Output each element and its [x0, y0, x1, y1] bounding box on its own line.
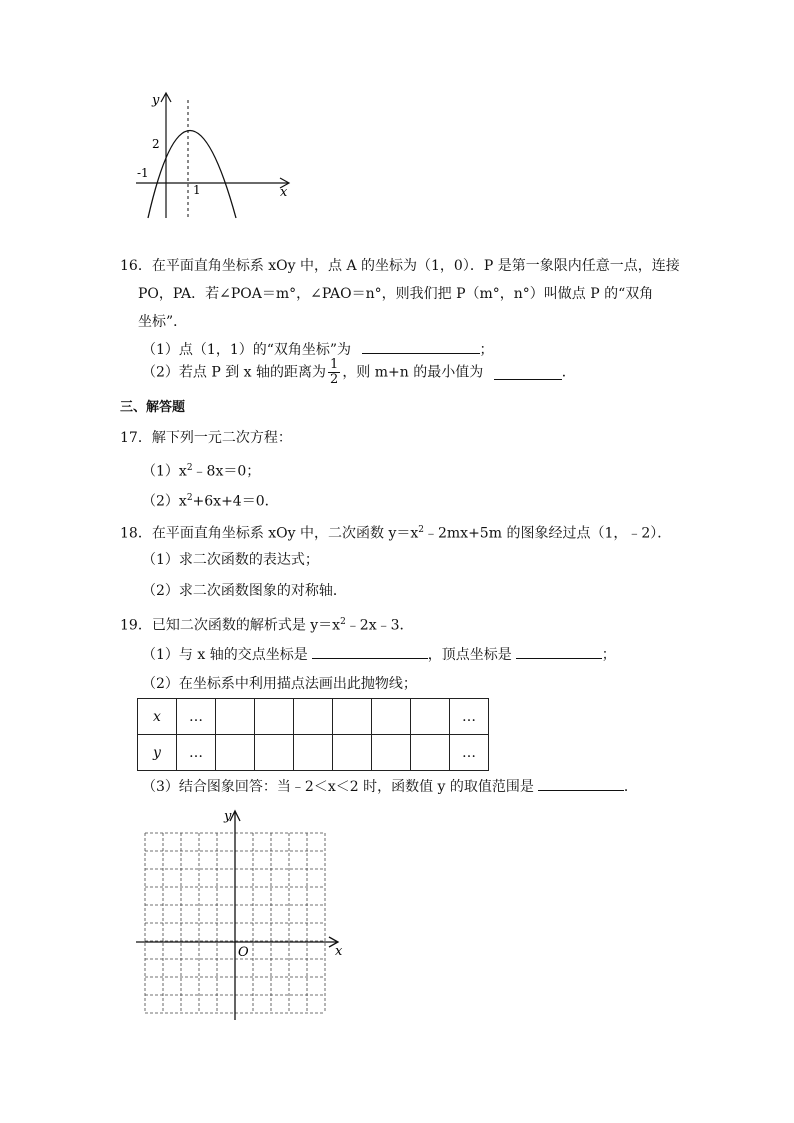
- q16-line2: PO，PA．若∠POA＝m°，∠PAO＝n°，则我们把 P（m°，n°）叫做点 P 的“双角: [138, 286, 654, 302]
- value-table: [137, 698, 489, 771]
- table-cell[interactable]: [333, 735, 372, 771]
- table-cell[interactable]: [255, 735, 294, 771]
- table-cell: …: [450, 735, 489, 771]
- table-cell[interactable]: [372, 735, 411, 771]
- q19-part1: （1）与 x 轴的交点坐标是 ，顶点坐标是 ；: [142, 644, 734, 665]
- table-cell[interactable]: [294, 699, 333, 735]
- section-title: 三、解答题: [120, 400, 186, 415]
- fraction-one-half: $\frac{1}{2}$: [330, 357, 339, 387]
- q16-answer-blank-1[interactable]: [362, 339, 480, 354]
- table-cell[interactable]: [255, 699, 294, 735]
- table-cell: …: [450, 699, 489, 735]
- q16-answer-blank-2[interactable]: [494, 365, 562, 380]
- table-row-y: [138, 735, 489, 771]
- grid-y-label: y: [224, 809, 232, 824]
- table-row-x: [138, 699, 489, 735]
- table-cell[interactable]: [333, 699, 372, 735]
- fig-x-label: x: [280, 185, 288, 200]
- table-cell[interactable]: [411, 699, 450, 735]
- q19-title: 19．已知二次函数的解析式是 $y=x^2﹣2x﹣3$．: [120, 617, 414, 634]
- q19-vertex-blank[interactable]: [516, 644, 602, 659]
- q19-part3: （3）结合图象回答：当﹣2＜x＜2 时，函数值 y 的取值范围是 ．: [142, 776, 734, 797]
- grid-x-label: x: [335, 944, 343, 959]
- grid-origin-label: O: [238, 945, 249, 960]
- q19-part2: （2）在坐标系中利用描点法画出此抛物线；: [142, 676, 417, 692]
- q17-part1: $(1)x^2﹣8x=0$；: [142, 463, 261, 480]
- table-cell[interactable]: [216, 699, 255, 735]
- q17-title: 17．解下列一元二次方程：: [120, 430, 292, 446]
- coordinate-grid[interactable]: [130, 806, 350, 1026]
- table-cell[interactable]: [216, 735, 255, 771]
- q16-line1: 16．在平面直角坐标系 xOy 中，点 A 的坐标为（1，0）．P 是第一象限内任意一点，连接: [120, 258, 680, 274]
- q18-title: 18．在平面直角坐标系 xOy 中，二次函数 $y=x^2﹣2mx+5m$ 的图象经过点（1，﹣2）．: [120, 525, 672, 542]
- q18-part2: （2）求二次函数图象的对称轴．: [142, 583, 347, 599]
- table-cell: …: [177, 699, 216, 735]
- q17-part2: $(2)x^2+6x+4=0$．: [142, 493, 279, 510]
- table-cell[interactable]: [372, 699, 411, 735]
- q16-part2: （2）若点 P 到 x 轴的距离为 $\frac{1}{2}$ ，则 m+n 的最小值为 ．: [142, 357, 576, 387]
- fig-tick-2: 2: [152, 137, 160, 151]
- fig-tick-neg1: -1: [137, 166, 149, 180]
- fig-tick-1: 1: [193, 183, 201, 197]
- table-cell[interactable]: [411, 735, 450, 771]
- parabola-curve: [148, 131, 236, 219]
- table-cell: …: [177, 735, 216, 771]
- fig-y-label: y: [152, 93, 160, 108]
- q19-intersection-blank[interactable]: [312, 644, 428, 659]
- table-cell: y: [138, 735, 177, 771]
- q16-line3: 坐标”．: [138, 314, 188, 330]
- table-cell: x: [138, 699, 177, 735]
- parabola-figure: [130, 88, 300, 223]
- q16-part1: （1）点（1，1）的“双角坐标”为 ；: [142, 339, 734, 360]
- table-cell[interactable]: [294, 735, 333, 771]
- q19-range-blank[interactable]: [538, 776, 624, 791]
- q18-part1: （1）求二次函数的表达式；: [142, 552, 319, 568]
